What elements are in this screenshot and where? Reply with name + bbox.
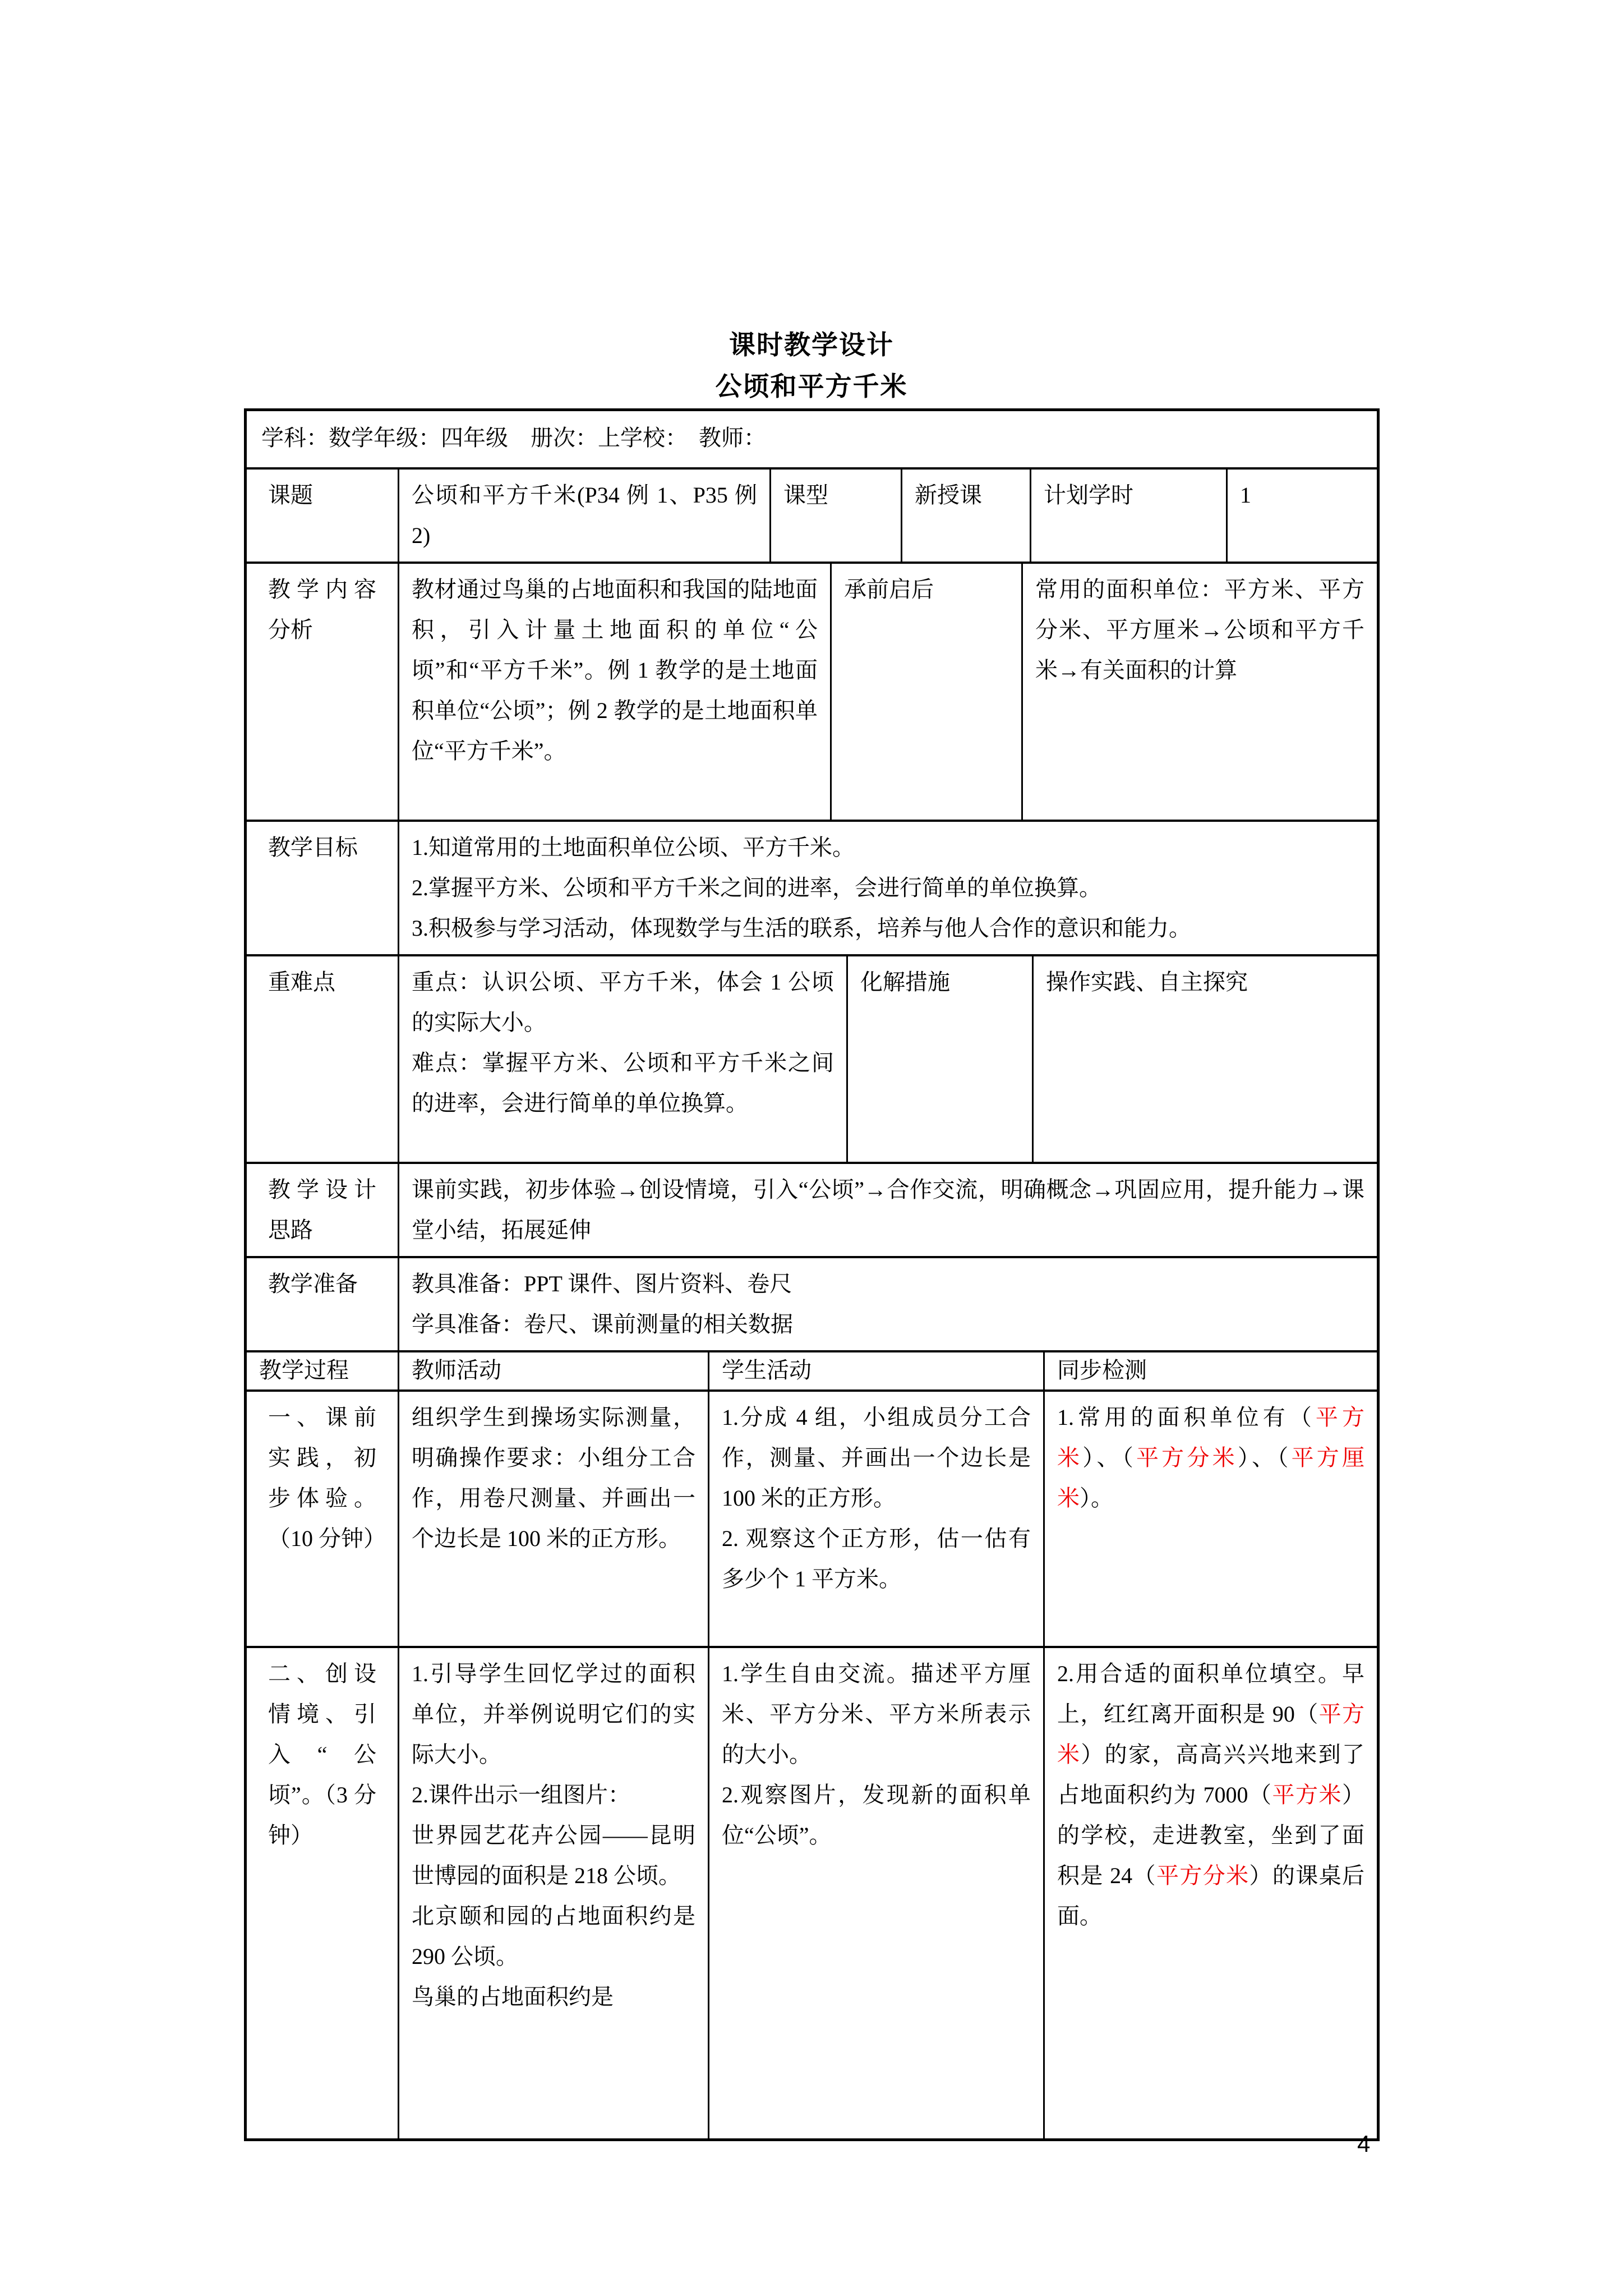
student-paragraph: 1.分成 4 组，小组成员分工合作，测量、并画出一个边长是 100 米的正方形。 (722, 1405, 1031, 1511)
student-paragraph: 2.观察图片，发现新的面积单位“公顷”。 (722, 1782, 1031, 1848)
content-analysis-row (247, 562, 1377, 820)
preparation-item: 学具准备：卷尺、课前测量的相关数据 (412, 1312, 793, 1337)
student-paragraph: 1.学生自由交流。描述平方厘米、平方分米、平方米所表示的大小。 (722, 1661, 1031, 1767)
objective-item: 2.掌握平方米、公顷和平方千米之间的进率，会进行简单的单位换算。 (412, 875, 1101, 900)
content-analysis-label: 教学内容分析 (268, 577, 376, 642)
teacher-activity-cell (398, 1648, 708, 2138)
sync-test-cell (1043, 1392, 1377, 1646)
process-header-sync: 同步检测 (1043, 1352, 1377, 1389)
sync-text: ）的学校，走进教室，坐到了面积是 24（ (1057, 1782, 1364, 1888)
objectives-row (247, 820, 1377, 954)
course-label: 课题 (268, 482, 313, 508)
teacher-activity-cell (398, 1392, 708, 1646)
sync-answer: 平方米 (1057, 1701, 1365, 1767)
page-title: 课时教学设计 (729, 331, 894, 360)
key-point-item: 重点：认识公顷、平方千米，体会 1 公顷的实际大小。 (412, 969, 834, 1035)
measure-label: 化解措施 (846, 956, 1032, 1162)
content-analysis-text: 教材通过鸟巢的占地面积和我国的陆地面积，引入计量土地面积的单位“公顷”和“平方千米”。例 1 教学的是土地面积单位“公顷”；例 2 教学的是土地面积单位“平方千米”。 (398, 564, 830, 820)
sync-text: ）。 (1080, 1485, 1113, 1511)
preparation-list (398, 1258, 1377, 1350)
teacher-paragraph: 1.引导学生回忆学过的面积单位，并举例说明它们的实际大小。 (412, 1661, 695, 1767)
stage-cell: 二、创设情境、引入“公顷”。（3 分钟） (268, 1661, 376, 1848)
sync-text: ）、（ (1237, 1445, 1292, 1470)
course-value: 公顷和平方千米(P34 例 1、P35 例 2) (398, 470, 769, 562)
teacher-paragraph: 世界园艺花卉公园——昆明世博园的面积是 218 公顷。 (412, 1823, 695, 1888)
bridge-label: 承前启后 (830, 564, 1021, 820)
objectives-label: 教学目标 (268, 835, 358, 860)
process-header-student: 学生活动 (708, 1352, 1043, 1389)
course-hours-value: 1 (1226, 470, 1377, 562)
preparation-item: 教具准备：PPT 课件、图片资料、卷尺 (412, 1271, 792, 1296)
course-type-label: 课型 (769, 470, 901, 562)
key-points-text (398, 956, 846, 1162)
process-row-2 (247, 1646, 1377, 2138)
course-row (247, 467, 1377, 562)
course-type-value: 新授课 (901, 470, 1030, 562)
student-paragraph: 2. 观察这个正方形，估一估有多少个 1 平方米。 (722, 1526, 1031, 1591)
page-subtitle: 公顷和平方千米 (715, 372, 908, 402)
objective-item: 1.知道常用的土地面积单位公顷、平方千米。 (412, 835, 855, 860)
sync-text: ）、（ (1082, 1445, 1136, 1470)
key-points-row (247, 954, 1377, 1162)
course-hours-label: 计划学时 (1030, 470, 1226, 562)
bridge-text: 常用的面积单位：平方米、平方分米、平方厘米→公顷和平方千米→有关面积的计算 (1021, 564, 1377, 820)
objective-item: 3.积极参与学习活动，体现数学与生活的联系，培养与他人合作的意识和能力。 (412, 915, 1191, 941)
info-line: 学科：数学年级：四年级 册次：上学校： 教师： (261, 425, 766, 450)
student-activity-cell (708, 1648, 1043, 2138)
sync-text: ）的课桌后面。 (1057, 1863, 1365, 1929)
design-idea-text: 课前实践，初步体验→创设情境，引入“公顷”→合作交流，明确概念→巩固应用，提升能力→课堂小结，拓展延伸 (398, 1164, 1377, 1256)
process-header-stage: 教学过程 (259, 1358, 349, 1383)
sync-text: 1.常用的面积单位有（ (1057, 1405, 1316, 1430)
teacher-paragraph: 鸟巢的占地面积约是 (412, 1984, 614, 2009)
sync-answer: 平方分米 (1156, 1863, 1249, 1888)
design-idea-label: 教学设计思路 (268, 1177, 376, 1243)
sync-text: 2.用合适的面积单位填空。早上，红红离开面积是 90（ (1057, 1661, 1364, 1727)
measure-text: 操作实践、自主探究 (1032, 956, 1377, 1162)
sync-answer: 平方米 (1057, 1405, 1365, 1470)
process-row-1 (247, 1389, 1377, 1646)
teacher-paragraph: 组织学生到操场实际测量，明确操作要求：小组分工合作，用卷尺测量、并画出一个边长是 100 米的正方形。 (412, 1405, 695, 1551)
sync-test-cell (1043, 1648, 1377, 2138)
sync-answer: 平方米 (1272, 1782, 1342, 1807)
key-points-label: 重难点 (268, 969, 335, 995)
preparation-row (247, 1256, 1377, 1350)
process-header-row (247, 1350, 1377, 1389)
design-idea-row (247, 1162, 1377, 1256)
student-activity-cell (708, 1392, 1043, 1646)
sync-answer: 平方分米 (1136, 1445, 1238, 1470)
process-header-teacher: 教师活动 (398, 1352, 708, 1389)
objectives-list (398, 822, 1377, 954)
stage-cell: 一、课前实践，初步体验。（10 分钟） (268, 1405, 386, 1551)
preparation-label: 教学准备 (268, 1271, 358, 1296)
sync-answer: 平方厘米 (1057, 1445, 1365, 1511)
teacher-paragraph: 北京颐和园的占地面积约是 290 公顷。 (412, 1903, 695, 1969)
sync-text: ）的家，高高兴兴地来到了占地面积约为 7000（ (1057, 1742, 1365, 1807)
lesson-plan-table (244, 408, 1380, 2141)
key-point-item: 难点：掌握平方米、公顷和平方千米之间的进率，会进行简单的单位换算。 (412, 1050, 834, 1116)
page-number: 4 (1357, 2131, 1371, 2157)
info-row (247, 411, 1377, 467)
teacher-paragraph: 2.课件出示一组图片： (412, 1782, 630, 1807)
